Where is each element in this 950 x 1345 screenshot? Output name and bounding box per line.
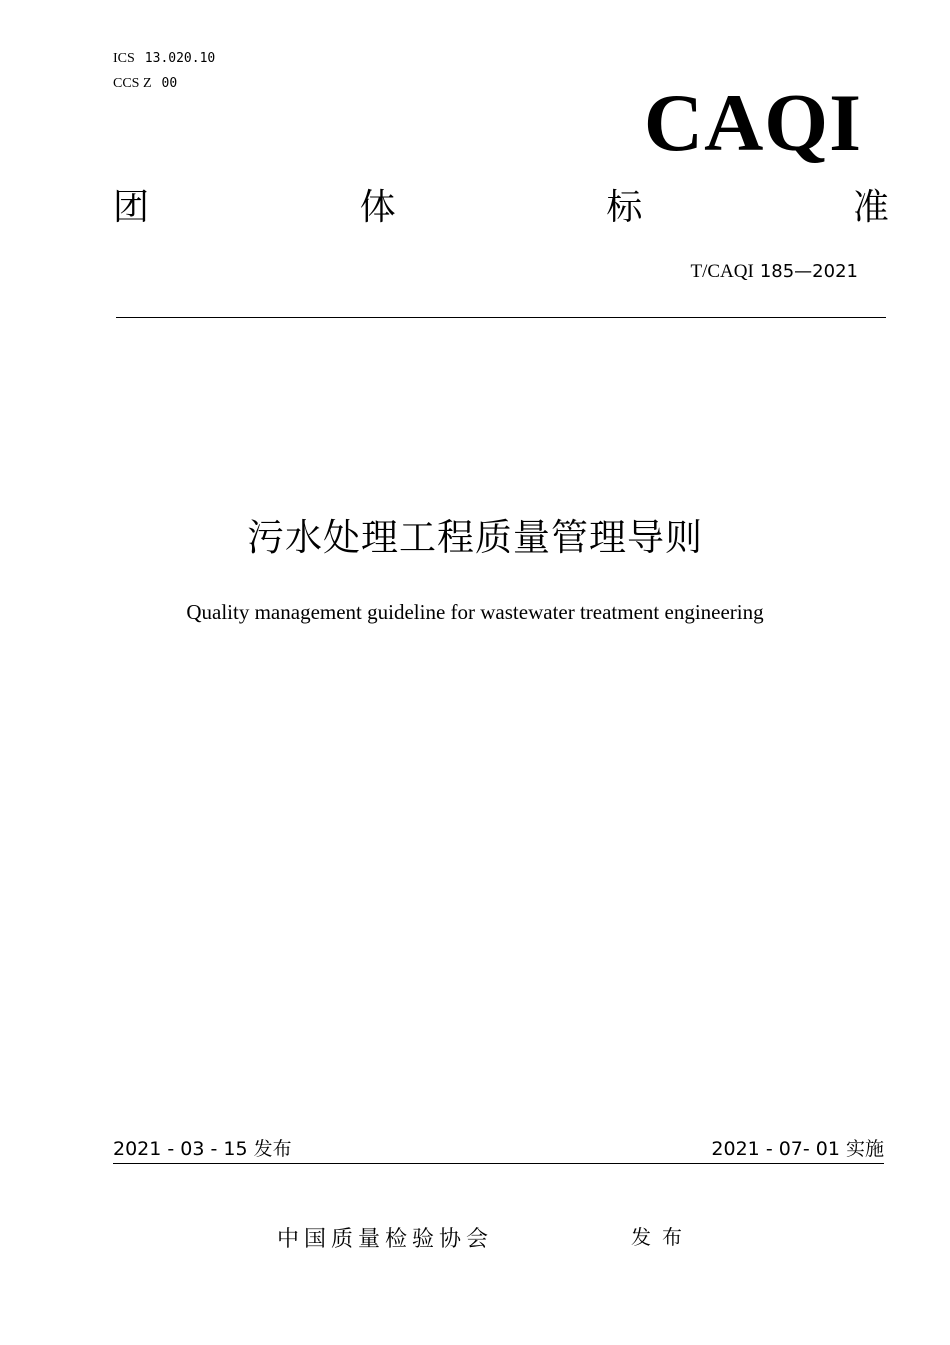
standard-category — [113, 185, 889, 231]
caqi-logo: CAQI — [643, 77, 862, 168]
date-row — [113, 1136, 884, 1162]
standard-code: 185—2021 — [759, 261, 858, 282]
ics-code: 13.020.10 — [144, 51, 216, 66]
document-title-english: Quality management guideline for wastewater treatment engineering — [186, 600, 764, 624]
standard-prefix: T/CAQI — [690, 261, 754, 282]
category-char-4: 准 — [852, 187, 889, 228]
category-char-2: 体 — [359, 187, 396, 228]
document-title-chinese: 污水处理工程质量管理导则 — [247, 516, 703, 559]
category-char-1: 团 — [113, 187, 150, 228]
ics-classification — [113, 50, 215, 67]
header-divider — [116, 317, 886, 318]
ics-label: ICS — [113, 51, 135, 66]
publisher-name: 中国质量检验协会 — [277, 1227, 494, 1252]
footer-divider — [113, 1163, 884, 1164]
standard-number — [691, 259, 859, 284]
ccs-label: CCS Z — [113, 76, 152, 91]
publish-label: 发布 — [631, 1225, 693, 1249]
ccs-classification — [113, 75, 177, 92]
release-date: 2021 - 03 - 15 发布 — [113, 1138, 292, 1160]
implementation-date: 2021 - 07- 01 实施 — [711, 1138, 884, 1160]
category-char-3: 标 — [606, 187, 643, 228]
ccs-code: 00 — [161, 76, 178, 91]
